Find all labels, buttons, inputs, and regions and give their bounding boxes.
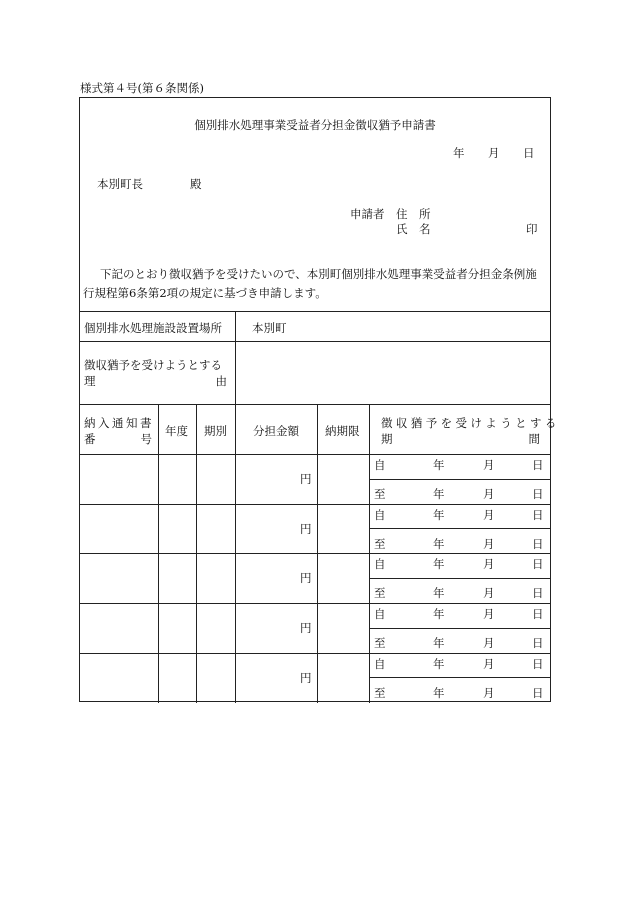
header-period-bottom — [381, 431, 540, 447]
form-title: 個別排水処理事業受益者分担金徴収猶予申請書 — [194, 118, 436, 132]
period-to-month: 月 — [483, 636, 495, 651]
col-divider-4 — [317, 404, 318, 703]
period-to-year: 年 — [433, 536, 445, 551]
period-from-label: 自 — [374, 656, 386, 671]
period-to-month: 月 — [483, 586, 495, 601]
header-period-bottom-left: 期 — [381, 432, 393, 446]
intro-line-2: 行規程第6条第2項の規定に基づき申請します。 — [83, 286, 327, 300]
divider-row-3 — [80, 603, 550, 604]
col-divider-3 — [235, 404, 236, 703]
period-to-day: 日 — [532, 536, 544, 551]
col-divider-5 — [369, 404, 370, 703]
period-from-day: 日 — [532, 656, 544, 671]
reason-label-bottom — [84, 373, 227, 389]
location-label: 個別排水処理施設設置場所 — [84, 321, 222, 335]
period-from-month: 月 — [483, 507, 495, 522]
period-to-label: 至 — [374, 636, 386, 651]
period-to-month: 月 — [483, 685, 495, 700]
applicant-label: 申請者 — [350, 207, 385, 221]
divider-reason — [80, 404, 550, 405]
period-to-day: 日 — [532, 586, 544, 601]
header-notice-no-bottom-right: 号 — [140, 432, 152, 446]
period-from-day: 日 — [532, 507, 544, 522]
period-from-month: 月 — [483, 557, 495, 572]
period-to-day: 日 — [532, 487, 544, 501]
period-from-month: 月 — [483, 607, 495, 622]
amount-yen-unit: 円 — [300, 521, 312, 536]
header-amount: 分担金額 — [253, 424, 299, 438]
applicant-address-label: 住 所 — [396, 207, 431, 221]
application-form — [79, 97, 560, 702]
period-from-year: 年 — [433, 607, 445, 622]
applicant-name-label: 氏 名 — [396, 222, 431, 236]
period-mid-line — [369, 528, 550, 529]
period-from-year: 年 — [433, 507, 445, 522]
period-mid-line — [369, 578, 550, 579]
header-notice-no-bottom-left: 番 — [84, 432, 96, 446]
period-to-label: 至 — [374, 536, 386, 551]
period-from-year: 年 — [433, 557, 445, 572]
date-day: 日 — [523, 146, 535, 160]
col-divider-2 — [196, 404, 197, 703]
reason-label-bottom-right: 由 — [215, 374, 227, 388]
period-to-day: 日 — [532, 685, 544, 700]
period-from-year: 年 — [433, 458, 445, 472]
label-column-divider — [235, 311, 236, 404]
period-to-year: 年 — [433, 586, 445, 601]
header-notice-no-bottom — [84, 431, 152, 447]
addressee-honorific: 殿 — [190, 177, 202, 191]
amount-yen-unit: 円 — [300, 670, 312, 685]
reason-label-top: 徴収猶予を受けようとする — [84, 358, 222, 372]
divider-table-header — [80, 454, 550, 455]
period-to-month: 月 — [483, 536, 495, 551]
amount-yen-unit: 円 — [300, 621, 312, 636]
period-from-label: 自 — [374, 458, 386, 472]
period-to-year: 年 — [433, 487, 445, 501]
intro-paragraph — [83, 265, 543, 303]
header-period-top: 徴収猶予を受けようとする — [381, 416, 560, 430]
period-to-year: 年 — [433, 636, 445, 651]
period-from-label: 自 — [374, 607, 386, 622]
period-to-day: 日 — [532, 636, 544, 651]
divider-header — [80, 311, 550, 312]
period-to-label: 至 — [374, 586, 386, 601]
divider-row-1 — [80, 504, 550, 505]
period-from-label: 自 — [374, 507, 386, 522]
intro-line-1: 下記のとおり徴収猶予を受けたいので、本別町個別排水処理事業受益者分担金条例施 — [100, 267, 537, 281]
period-to-month: 月 — [483, 487, 495, 501]
header-fiscal-year: 年度 — [165, 424, 188, 438]
header-notice-no-top: 納入通知書 — [84, 416, 154, 430]
location-value: 本別町 — [252, 321, 287, 335]
date-year: 年 — [453, 146, 465, 160]
col-divider-1 — [158, 404, 159, 703]
period-from-label: 自 — [374, 557, 386, 572]
period-from-month: 月 — [483, 656, 495, 671]
form-number: 様式第４号(第６条関係) — [80, 81, 204, 95]
period-to-label: 至 — [374, 487, 386, 501]
period-from-month: 月 — [483, 458, 495, 472]
header-period-bottom-right: 間 — [528, 432, 540, 446]
divider-location — [80, 341, 550, 342]
date-month: 月 — [488, 146, 500, 160]
period-mid-line — [369, 628, 550, 629]
divider-row-4 — [80, 653, 550, 654]
period-to-label: 至 — [374, 685, 386, 700]
period-mid-line — [369, 479, 550, 480]
header-term: 期別 — [204, 424, 227, 438]
period-from-year: 年 — [433, 656, 445, 671]
period-mid-line — [369, 677, 550, 678]
divider-row-2 — [80, 553, 550, 554]
period-to-year: 年 — [433, 685, 445, 700]
period-from-day: 日 — [532, 607, 544, 622]
period-from-day: 日 — [532, 557, 544, 572]
amount-yen-unit: 円 — [300, 571, 312, 586]
applicant-seal: 印 — [526, 222, 538, 236]
amount-yen-unit: 円 — [300, 472, 312, 486]
header-due-date: 納期限 — [325, 424, 360, 438]
addressee-name: 本別町長 — [97, 177, 143, 191]
reason-label-bottom-left: 理 — [84, 374, 96, 388]
period-from-day: 日 — [532, 458, 544, 472]
